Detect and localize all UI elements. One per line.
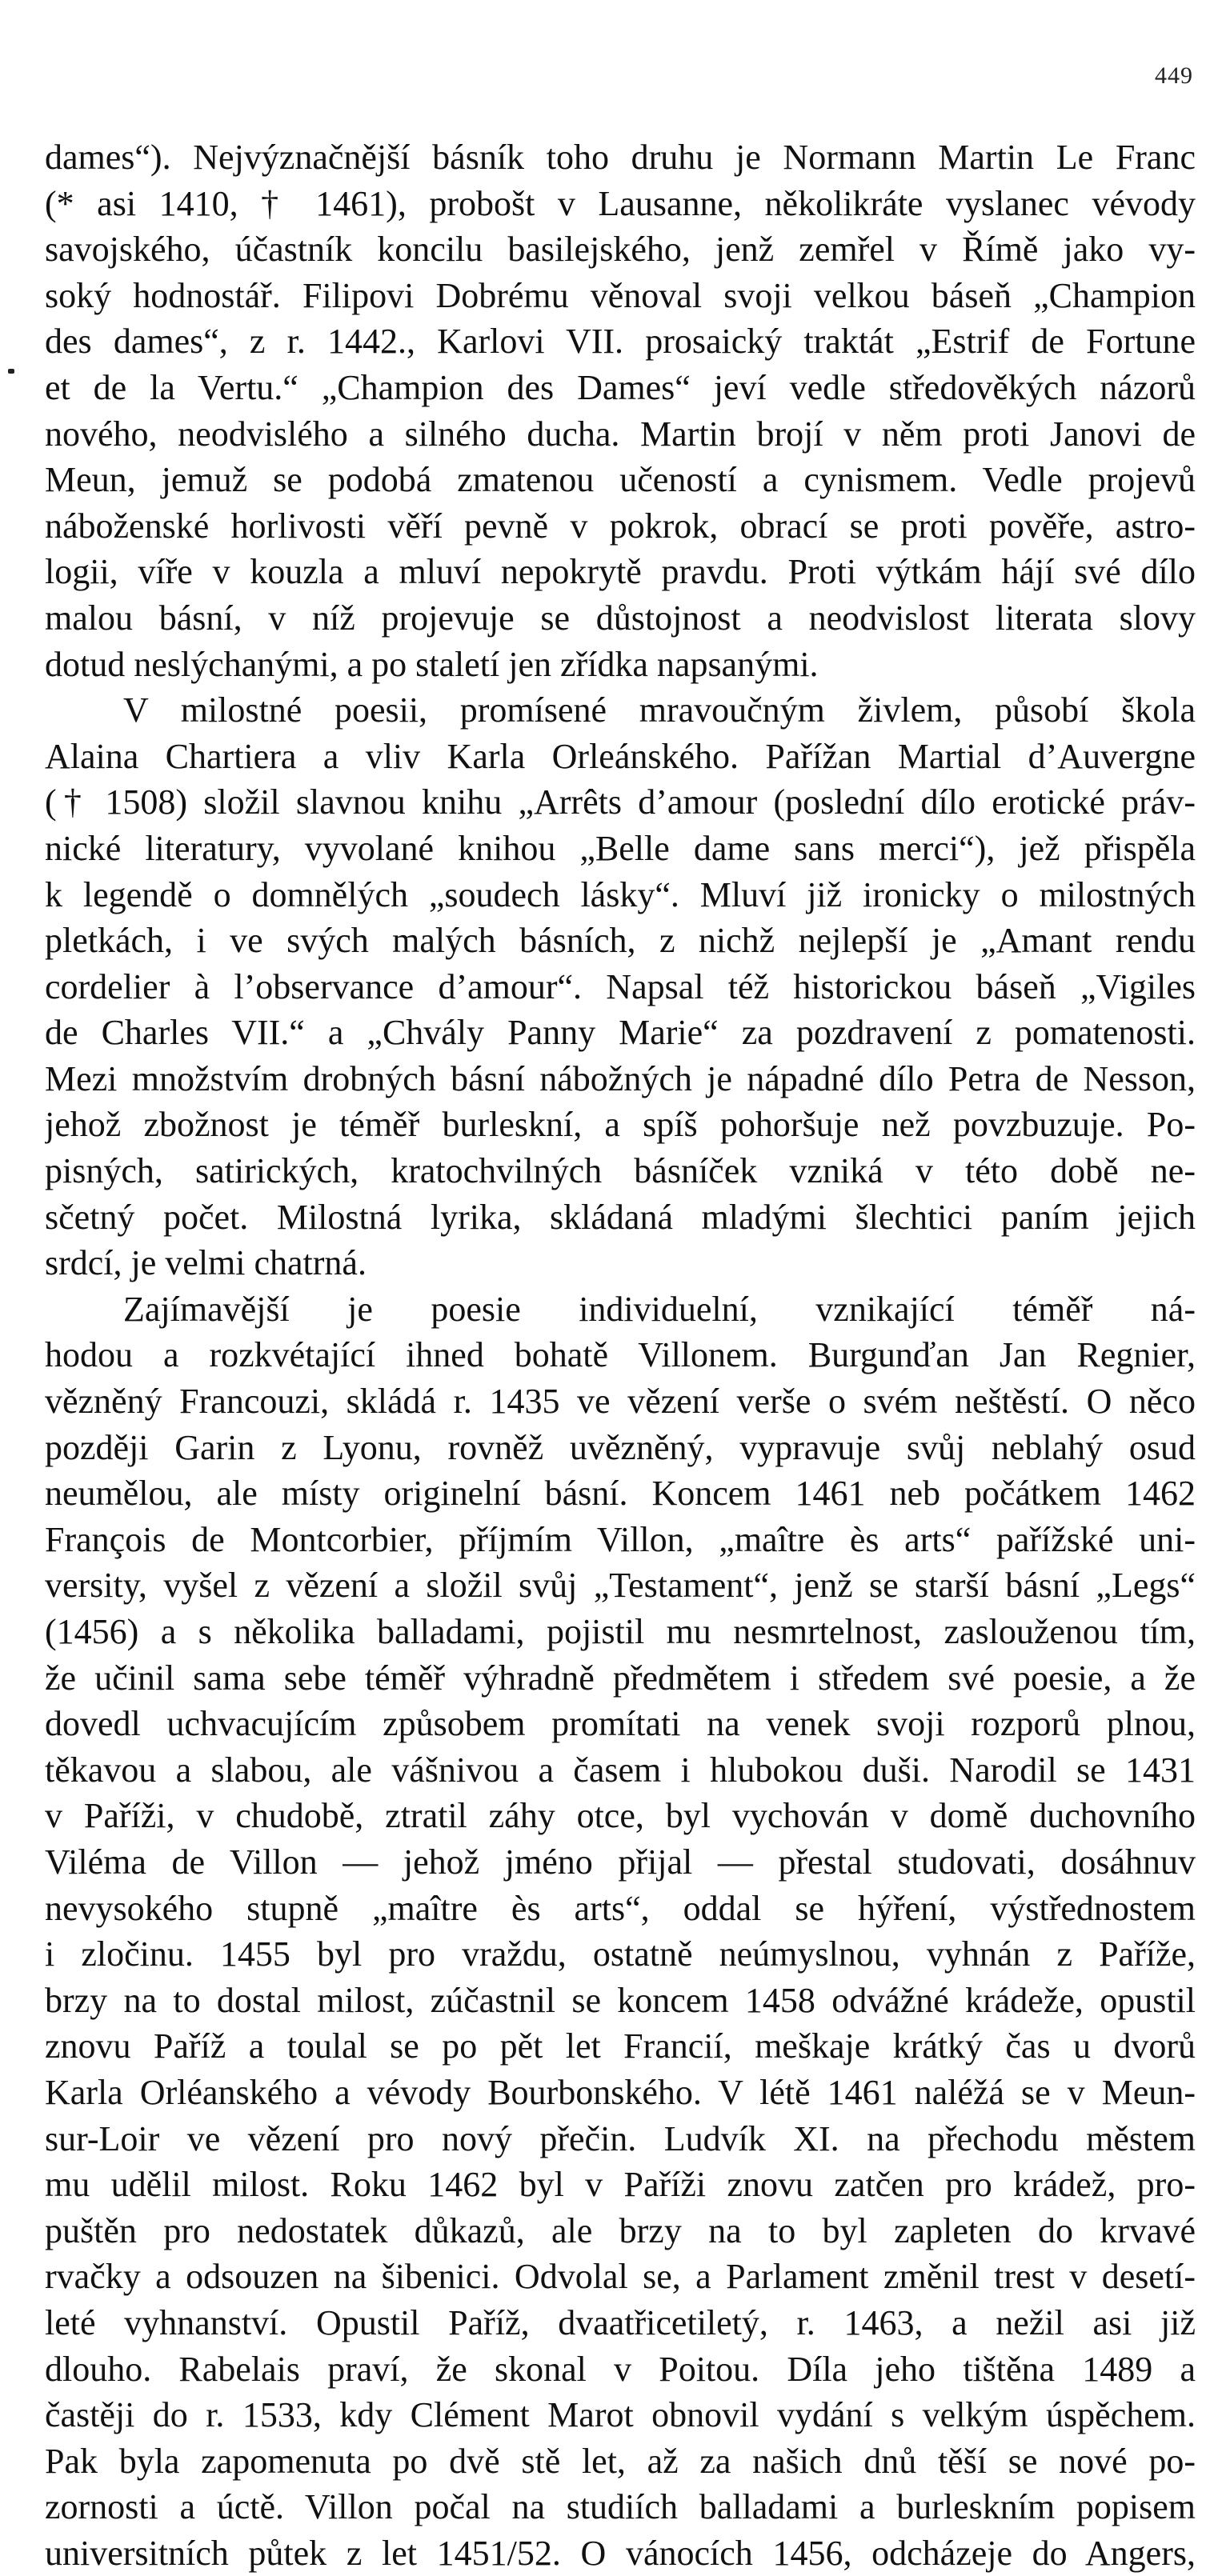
text-line: sur-Loir ve vězení pro nový přečin. Ludvík XI. na přechodu městem — [45, 2118, 1196, 2158]
text-line: universitních půtek z let 1451/52. O vánocích 1456, odcházeje do Angers, — [45, 2533, 1196, 2573]
text-line: Karla Orléanského a vévody Bourbonského. V létě 1461 naléžá se v Meun- — [45, 2072, 1196, 2112]
text-line: malou básní, v níž projevuje se důstojnost a neodvislost literata slovy — [45, 598, 1196, 638]
text-line: neumělou, ale místy originelní básní. Koncem 1461 neb počátkem 1462 — [45, 1474, 1196, 1514]
text-line: hodou a rozkvétající ihned bohatě Villonem. Burgunďan Jan Regnier, — [45, 1335, 1196, 1375]
text-line: i zločinu. 1455 byl pro vraždu, ostatně neúmyslnou, vyhnán z Paříže, — [45, 1934, 1196, 1974]
text-line: nické literatury, vyvolané knihou „Belle dame sans merci“), jež přispěla — [45, 828, 1196, 868]
text-line: k legendě o domnělých „soudech lásky“. Mluví již ironicky o milostných — [45, 874, 1196, 914]
text-line: (1456) a s několika balladami, pojistil mu nesmrtelnost, zaslouženou tím, — [45, 1612, 1196, 1651]
text-line: pletkách, i ve svých malých básních, z nichž nejlepší je „Amant rendu — [45, 921, 1196, 961]
text-line: (* asi 1410, † 1461), probošt v Lausanne, několikráte vyslanec vévody — [45, 183, 1196, 223]
text-line: de Charles VII.“ a „Chvály Panny Marie“ za pozdravení z pomatenosti. — [45, 1013, 1196, 1053]
text-line: Viléma de Villon — jehož jméno přijal — přestal studovati, dosáhnuv — [45, 1842, 1196, 1882]
text-line: puštěn pro nedostatek důkazů, ale brzy na to byl zapleten do krvavé — [45, 2210, 1196, 2250]
text-line: náboženské horlivosti věří pevně v pokrok, obrací se proti pověře, astro- — [45, 506, 1196, 546]
text-line: Zajímavější je poesie individuelní, vznikající téměř ná- — [123, 1289, 1196, 1329]
text-line: dovedl uchvacujícím způsobem promítati na venek svoji rozporů plnou, — [45, 1704, 1196, 1744]
text-line: že učinil sama sebe téměř výhradně předmětem i středem své poesie, a že — [45, 1658, 1196, 1698]
text-line: sčetný počet. Milostná lyrika, skládaná mladými šlechtici paním jejich — [45, 1197, 1196, 1237]
text-line: nevysokého stupně „maître ès arts“, oddal se hýření, výstřednostem — [45, 1888, 1196, 1928]
page-number: 449 — [1155, 62, 1193, 89]
text-line: Alaina Chartiera a vliv Karla Orleánského. Pařížan Martial d’Auvergne — [45, 736, 1196, 776]
text-line: vězněný Francouzi, skládá r. 1435 ve vězení verše o svém neštěstí. O něco — [45, 1382, 1196, 1422]
text-line: († 1508) složil slavnou knihu „Arrêts d’amour (poslední dílo erotické práv- — [45, 782, 1196, 822]
text-line: savojského, účastník koncilu basilejského, jenž zemřel v Římě jako vy- — [45, 230, 1196, 270]
text-line: pisných, satirických, kratochvilných básníček vzniká v této době ne- — [45, 1151, 1196, 1191]
text-line: jehož zbožnost je téměř burleskní, a spíš pohoršuje než povzbuzuje. Po- — [45, 1105, 1196, 1145]
text-line: versity, vyšel z vězení a složil svůj „Testament“, jenž se starší básní „Legs“ — [45, 1566, 1196, 1606]
text-line: soký hodnostář. Filipovi Dobrému věnoval svoji velkou báseň „Champion — [45, 275, 1196, 315]
text-line: Mezi množstvím drobných básní nábožných je nápadné dílo Petra de Nesson, — [45, 1058, 1196, 1098]
body-text — [45, 134, 1196, 2576]
text-line: et de la Vertu.“ „Champion des Dames“ jeví vedle středověkých názorů — [45, 367, 1196, 407]
margin-mark — [8, 369, 14, 374]
text-line: François de Montcorbier, příjmím Villon, „maître ès arts“ pařížské uni- — [45, 1519, 1196, 1559]
text-line: dotud neslýchanými, a po staletí jen zřídka napsanými. — [45, 644, 819, 684]
text-line: znovu Paříž a toulal se po pět let Francií, meškaje krátký čas u dvorů — [45, 2026, 1196, 2066]
text-line: později Garin z Lyonu, rovněž uvězněný, vypravuje svůj neblahý osud — [45, 1427, 1196, 1467]
text-line: dames“). Nejvýznačnější básník toho druhu je Normann Martin Le Franc — [45, 138, 1196, 177]
text-line: těkavou a slabou, ale vášnivou a časem i hlubokou duši. Narodil se 1431 — [45, 1750, 1196, 1790]
text-line: častěji do r. 1533, kdy Clément Marot obnovil vydání s velkým úspěchem. — [45, 2395, 1196, 2435]
text-line: Meun, jemuž se podobá zmatenou učeností a cynismem. Vedle projevů — [45, 460, 1196, 500]
text-line: logii, víře v kouzla a mluví nepokrytě pravdu. Proti výtkám hájí své dílo — [45, 552, 1196, 592]
text-line: Pak byla zapomenuta po dvě stě let, až za našich dnů těší se nové po- — [45, 2441, 1196, 2481]
text-line: V milostné poesii, promísené mravoučným živlem, působí škola — [123, 690, 1196, 730]
text-line: rvačky a odsouzen na šibenici. Odvolal se, a Parlament změnil trest v desetí- — [45, 2257, 1196, 2297]
text-line: brzy na to dostal milost, zúčastnil se koncem 1458 odvážné krádeže, opustil — [45, 1980, 1196, 2020]
text-line: nového, neodvislého a silného ducha. Martin brojí v něm proti Janovi de — [45, 414, 1196, 454]
text-line: mu udělil milost. Roku 1462 byl v Paříži znovu zatčen pro krádež, pro- — [45, 2165, 1196, 2205]
text-line: srdcí, je velmi chatrná. — [45, 1243, 367, 1283]
text-line: leté vyhnanství. Opustil Paříž, dvaatřicetiletý, r. 1463, a nežil asi již — [45, 2302, 1196, 2342]
text-line: zornosti a úctě. Villon počal na studiích balladami a burleskním popisem — [45, 2487, 1196, 2527]
text-line: des dames“, z r. 1442., Karlovi VII. prosaický traktát „Estrif de Fortune — [45, 322, 1196, 362]
text-line: dlouho. Rabelais praví, že skonal v Poitou. Díla jeho tištěna 1489 a — [45, 2349, 1196, 2389]
text-line: v Paříži, v chudobě, ztratil záhy otce, byl vychován v domě duchovního — [45, 1796, 1196, 1836]
text-line: cordelier à l’observance d’amour“. Napsal též historickou báseň „Vigiles — [45, 966, 1196, 1006]
